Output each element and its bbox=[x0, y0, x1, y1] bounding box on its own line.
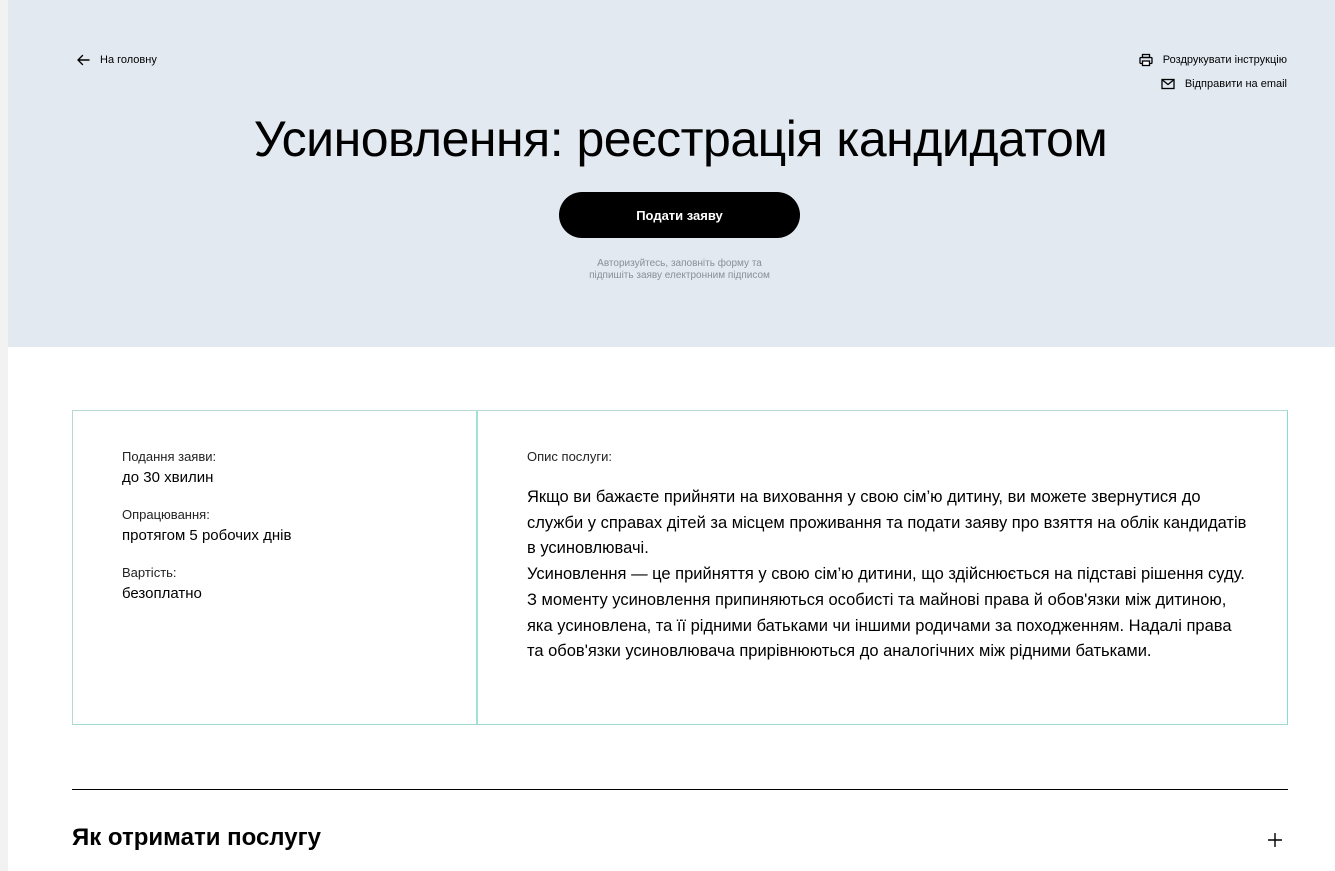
back-to-home-link[interactable] bbox=[76, 53, 157, 67]
description-label: Опис послуги: bbox=[527, 449, 612, 464]
page bbox=[8, 0, 1335, 871]
printer-icon bbox=[1139, 53, 1153, 67]
service-description bbox=[527, 449, 1247, 665]
processing-time-value: протягом 5 робочих днів bbox=[122, 527, 292, 544]
page-gutter bbox=[0, 0, 8, 871]
submission-time bbox=[122, 449, 216, 488]
hero-section bbox=[8, 0, 1335, 347]
page-title: Усиновлення: реєстрація кандидатом bbox=[253, 111, 1108, 167]
section-divider bbox=[72, 789, 1288, 790]
description-paragraph-1: Якщо ви бажаєте прийняти на виховання у свою сім’ю дитину, ви можете звернутися до служби у справах дітей за місцем проживання та подати заяву про взяття на облік кандидатів в усиновлювачі. bbox=[527, 488, 1247, 558]
processing-time-label: Опрацювання: bbox=[122, 507, 210, 522]
print-label: Роздрукувати інструкцію bbox=[1162, 54, 1287, 66]
apply-hint-line-1: Авторизуйтесь, заповніть форму та bbox=[597, 258, 762, 269]
plus-icon[interactable] bbox=[1266, 831, 1284, 849]
service-cost-label: Вартість: bbox=[122, 565, 177, 580]
service-cost bbox=[122, 565, 202, 604]
email-label: Відправити на email bbox=[1184, 78, 1287, 90]
apply-button[interactable]: Подати заяву bbox=[559, 192, 800, 238]
submission-time-value: до 30 хвилин bbox=[122, 469, 214, 486]
arrow-left-icon bbox=[76, 53, 90, 67]
processing-time bbox=[122, 507, 291, 546]
apply-hint-line-2: підпишіть заяву електронним підписом bbox=[589, 270, 770, 281]
apply-hint bbox=[559, 258, 800, 282]
send-email-button[interactable] bbox=[1161, 77, 1287, 91]
envelope-icon bbox=[1161, 77, 1175, 91]
description-text bbox=[527, 485, 1247, 665]
how-to-get-service-heading[interactable]: Як отримати послугу bbox=[72, 824, 321, 851]
back-link-label: На головну bbox=[100, 54, 157, 66]
service-info-card bbox=[72, 410, 1288, 725]
print-instruction-button[interactable] bbox=[1139, 53, 1287, 67]
description-paragraph-2: Усиновлення — це прийняття у свою сім’ю дитини, що здійснюється на підставі рішення суду. З моменту усиновлення припиняються особисті та майнові права й обов'язки між дитиною, яка усиновлена, та її рідними батьками чи іншими родичами за походженням. Надалі права та обов'язки усиновлювача прирівнюються до аналогічних між рідними батьками. bbox=[527, 565, 1245, 661]
submission-time-label: Подання заяви: bbox=[122, 449, 217, 464]
service-cost-value: безоплатно bbox=[122, 585, 202, 602]
service-terms bbox=[73, 411, 478, 724]
page-actions bbox=[1139, 53, 1287, 91]
